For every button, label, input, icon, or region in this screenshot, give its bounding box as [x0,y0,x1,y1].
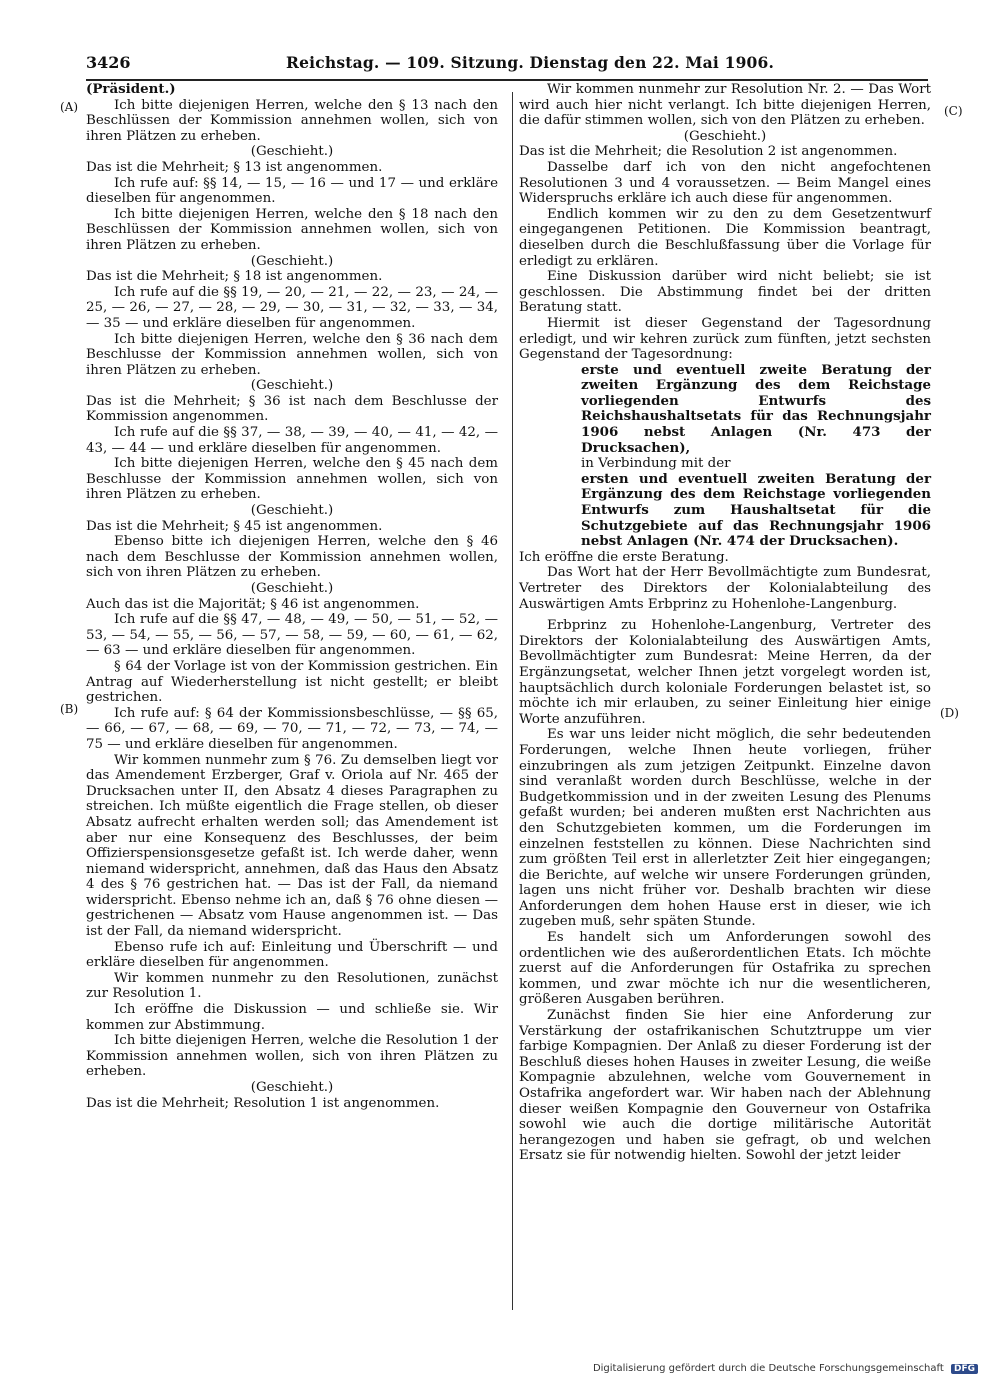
stage-direction: (Geschieht.) [250,1080,334,1095]
paragraph: Ebenso bitte ich diejenigen Herren, welche den § 46 nach dem Beschlusse der Kommission annehmen wollen, sich von ihren Plätzen zu erheben. [86,534,498,581]
paragraph: Ich bitte diejenigen Herren, welche die Resolution 1 der Kommission annehmen wollen, sich von ihren Plätzen zu erheben. [86,1033,498,1080]
agenda-connector: in Verbindung mit der [581,456,731,472]
paragraph: Ich bitte diejenigen Herren, welche den § 13 nach den Beschlüssen der Kommission annehmen wollen, sich von ihren Plätzen zu erheben. [86,97,498,144]
speech-paragraph: Erbprinz zu Hohenlohe-Langenburg, Vertreter des Direktors der Kolonialabteilung des Auswärtigen Amts, Bevollmächtigter zum Bundesrat: Meine Herren, da der Ergänzungsetat, welcher Ihnen jetzt vorgelegt worden ist, hauptsächlich durch koloniale Forderungen belastet ist, so möchte ich mir erlauben, zu seiner Einleitung hier einige Worte anzuführen. [519,618,931,727]
page-title: Reichstag. — 109. Sitzung. Dienstag den 22. Mai 1906. [286,53,775,72]
paragraph: Es war uns leider nicht möglich, die sehr bedeutenden Forderungen, welche Ihnen heute vorliegen, früher einzubringen als zum jetzigen Zeitpunkt. Einzelne davon sind veranlaßt worden durch Beschlüsse, welche in der Budgetkommission und in der zweiten Lesung des Plenums gefaßt wurden; bei anderen mußten erst Nachrichten aus den Schutzgebieten kommen, um die Forderungen im einzelnen feststellen zu können. Diese Nachrichten sind zum größten Teil erst in allerletzter Zeit hier eingegangen; die Berichte, auf welche wir unsere Forderungen gründen, lagen uns nicht früher vor. Deshalb brachten wir diese Anforderungen dem hohen Hause erst in dieser, wie ich zugeben muß, sehr späten Stunde. [519,727,931,930]
paragraph: Ich rufe auf die §§ 19, — 20, — 21, — 22, — 23, — 24, — 25, — 26, — 27, — 28, — 29, — 30, — 31, — 32, — 33, — 34, — 35 — und erkläre dieselben für angenommen. [86,284,498,331]
left-column [86,82,498,1111]
agenda-item: erste und eventuell zweite Beratung der zweiten Ergänzung des dem Reichstage vorliegenden Entwurfs des Reichshaushaltsetats für das Rechnungsjahr 1906 nebst Anlagen (Nr. 473 der Drucksachen), [581,361,931,456]
paragraph: Das ist die Mehrheit; § 36 ist nach dem Beschlusse der Kommission angenommen. [86,393,498,425]
paragraph: Ich bitte diejenigen Herren, welche den § 45 nach dem Beschlusse der Kommission annehmen wollen, sich von ihren Plätzen zu erheben. [86,456,498,503]
paragraph: Das ist die Mehrheit; § 45 ist angenommen. [86,518,383,534]
dfg-logo: DFG [951,1364,978,1374]
speaker-label: (Präsident.) [86,81,176,97]
paragraph: Das Wort hat der Herr Bevollmächtigte zum Bundesrat, Vertreter des Direktors der Kolonialabteilung des Auswärtigen Amts Erbprinz zu Hohenlohe-Langenburg. [519,565,931,612]
paragraph: Ich rufe auf die §§ 37, — 38, — 39, — 40, — 41, — 42, — 43, — 44 — und erkläre dieselben für angenommen. [86,425,498,456]
paragraph: Eine Diskussion darüber wird nicht beliebt; sie ist geschlossen. Die Abstimmung findet bei der dritten Beratung statt. [519,269,931,316]
paragraph: Ich bitte diejenigen Herren, welche den § 18 nach den Beschlüssen der Kommission annehmen wollen, sich von ihren Plätzen zu erheben. [86,206,498,253]
paragraph: Wir kommen nunmehr zu den Resolutionen, zunächst zur Resolution 1. [86,970,498,1002]
paragraph: Zunächst finden Sie hier eine Anforderung zur Verstärkung der ostafrikanischen Schutztruppe um vier farbige Kompagnien. Der Anlaß zu dieser Forderung ist der Beschluß dieses hohen Hauses in zweiter Lesung, die weiße Kompagnie abzulehnen, welche vom Gouvernement in Ostafrika angefordert war. Wir haben nach der Ablehnung dieser weißen Kompagnie den Gouverneur von Ostafrika sowohl wie auch die dortige militärische Autorität herangezogen und haben sie gefragt, ob und welchen Ersatz sie für notwendig hielten. Sowohl der jetzt leider [519,1008,931,1164]
paragraph: Endlich kommen wir zu den zu dem Gesetzentwurf eingegangenen Petitionen. Die Kommission beantragt, dieselben durch die Beschlußfassung über die Vorlage für erledigt zu erklären. [519,206,931,269]
footer-text: Digitalisierung gefördert durch die Deutsche Forschungsgemeinschaft [592,1363,944,1374]
paragraph: Wir kommen nunmehr zur Resolution Nr. 2. — Das Wort wird auch hier nicht verlangt. Ich bitte diejenigen Herren, die dafür stimmen wollen, sich von den Plätzen zu erheben. [519,82,931,129]
right-column [519,82,931,1164]
margin-mark-a: (A) [60,100,79,114]
stage-direction: (Geschieht.) [250,144,334,160]
paragraph: Dasselbe darf ich von den nicht angefochtenen Resolutionen 3 und 4 voraussetzen. — Beim Mangel eines Widerspruchs erkläre ich auch diese für angenommen. [519,159,931,207]
paragraph: Ich bitte diejenigen Herren, welche den § 36 nach dem Beschlusse der Kommission annehmen wollen, sich von ihren Plätzen zu erheben. [86,331,498,378]
agenda-item: ersten und eventuell zweiten Beratung der Ergänzung des dem Reichstage vorliegenden Entwurfs zum Haushaltsetat für die Schutzgebiete auf das Rechnungsjahr 1906 nebst Anlagen (Nr. 474 der Drucksachen). [581,470,931,550]
stage-direction: (Geschieht.) [683,128,767,144]
column-divider [512,92,513,1310]
paragraph: Ich eröffne die erste Beratung. [519,549,729,565]
paragraph: Das ist die Mehrheit; Resolution 1 ist angenommen. [86,1095,440,1111]
stage-direction: (Geschieht.) [250,581,334,596]
page-header [86,53,928,77]
margin-mark-c: (C) [944,104,963,118]
stage-direction: (Geschieht.) [250,253,334,269]
paragraph: § 64 der Vorlage ist von der Kommission gestrichen. Ein Antrag auf Wiederherstellung ist nicht gestellt; er bleibt gestrichen. [86,658,498,706]
paragraph: Das ist die Mehrheit; § 13 ist angenommen. [86,159,383,175]
paragraph: Hiermit ist dieser Gegenstand der Tagesordnung erledigt, und wir kehren zurück zum fünften, jetzt sechsten Gegenstand der Tagesordnung: [519,315,931,363]
paragraph: Auch das ist die Majorität; § 46 ist angenommen. [86,596,420,612]
paragraph: Ebenso rufe ich auf: Einleitung und Überschrift — und erkläre dieselben für angenommen. [86,939,498,971]
margin-mark-d: (D) [940,706,959,720]
stage-direction: (Geschieht.) [250,503,334,519]
paragraph: Das ist die Mehrheit; die Resolution 2 ist angenommen. [519,144,898,160]
margin-mark-b: (B) [60,702,79,716]
paragraph: Ich rufe auf: §§ 14, — 15, — 16 — und 17 — und erkläre dieselben für angenommen. [86,175,498,207]
paragraph: Das ist die Mehrheit; § 18 ist angenommen. [86,269,383,285]
paragraph: Ich rufe auf die §§ 47, — 48, — 49, — 50, — 51, — 52, — 53, — 54, — 55, — 56, — 57, — 58, — 59, — 60, — 61, — 62, — 63 — und erkläre dieselben für angenommen. [86,612,498,659]
footer-credit [593,1363,978,1374]
paragraph: Es handelt sich um Anforderungen sowohl des ordentlichen wie des außerordentlichen Etats. Ich möchte zuerst auf die Anforderungen für Ostafrika zu sprechen kommen, und zwar möchte ich nur die wesentlicheren, größeren Ausgaben berühren. [519,930,931,1008]
paragraph: Ich rufe auf: § 64 der Kommissionsbeschlüsse, — §§ 65, — 66, — 67, — 68, — 69, — 70, — 71, — 72, — 73, — 74, — 75 — und erkläre dieselben für angenommen. [86,705,498,752]
header-rule [86,79,928,81]
paragraph: Ich eröffne die Diskussion — und schließe sie. Wir kommen zur Abstimmung. [86,1002,498,1033]
stage-direction: (Geschieht.) [250,378,334,394]
paragraph: Wir kommen nunmehr zum § 76. Zu demselben liegt vor das Amendement Erzberger, Graf v. Oriola auf Nr. 465 der Drucksachen unter II, den Absatz 4 dieses Paragraphen zu streichen. Ich müßte eigentlich die Frage stellen, ob dieser Absatz aufrecht erhalten werden soll; das Amendement ist aber nur eine Konsequenz des Beschlusses, der beim Offizierspensionsgesetze gefaßt ist. Ich werde daher, wenn niemand widerspricht, annehmen, daß das Haus den Absatz 4 des § 76 gestrichen hat. — Das ist der Fall, da niemand widerspricht. Ebenso nehme ich an, daß § 76 ohne diesen — gestrichenen — Absatz vom Hause angenommen ist. — Das ist der Fall, da niemand widerspricht. [86,752,498,940]
page-number: 3426 [86,53,131,72]
